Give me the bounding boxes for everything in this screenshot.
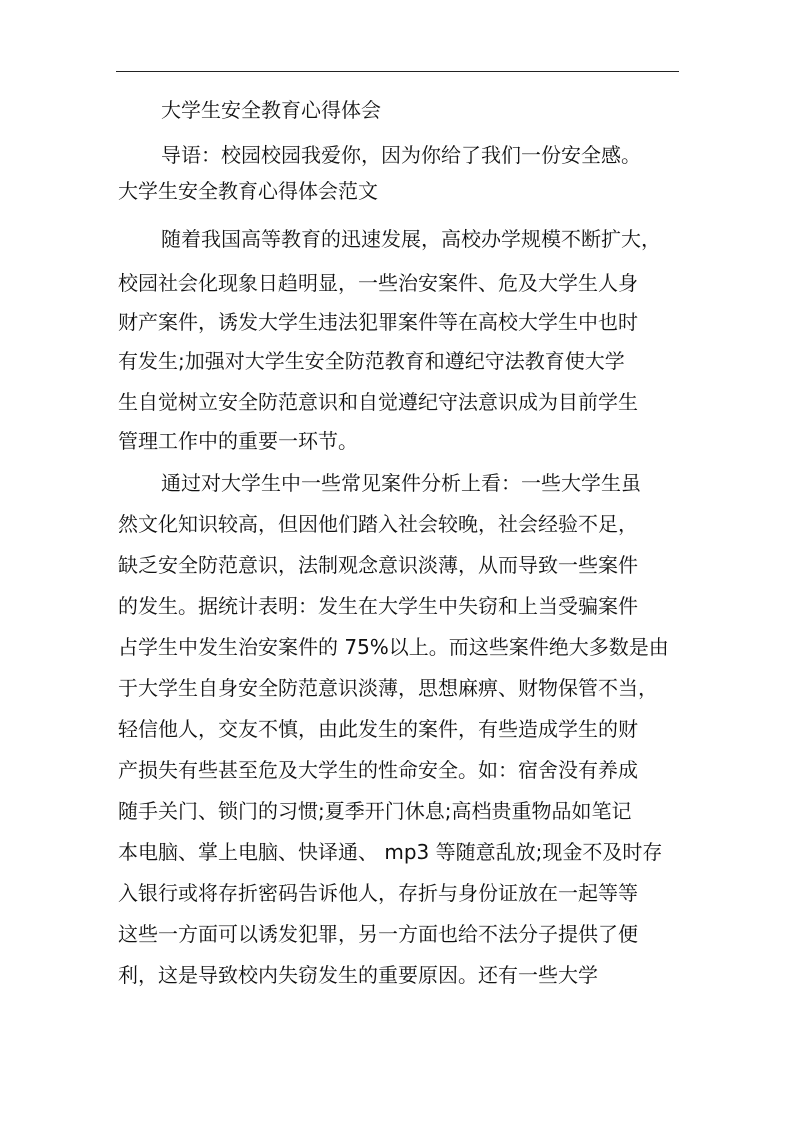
paragraph-2-line-11: 入银行或将存折密码告诉他人，存折与身份证放在一起等等 — [118, 881, 638, 905]
paragraph-2-line-12: 这些一方面可以诱发犯罪，另一方面也给不法分子提供了便 — [118, 922, 638, 946]
paragraph-2-line-9: 随手关门、锁门的习惯;夏季开门休息;高档贵重物品如笔记 — [118, 799, 632, 823]
paragraph-1-line-1: 随着我国高等教育的迅速发展，高校办学规模不断扩大， — [161, 227, 661, 251]
paragraph-1-line-6: 管理工作中的重要一环节。 — [118, 429, 358, 453]
paragraph-1-line-3: 财产案件，诱发大学生违法犯罪案件等在高校大学生中也时 — [118, 310, 638, 334]
paragraph-2-line-7: 轻信他人，交友不慎，由此发生的案件，有些造成学生的财 — [118, 717, 638, 741]
paragraph-2-line-10: 本电脑、掌上电脑、快译通、 mp3 等随意乱放;现金不及时存 — [118, 840, 663, 864]
paragraph-1-line-4: 有发生;加强对大学生安全防范教育和遵纪守法教育使大学 — [118, 349, 625, 373]
paragraph-2-line-5: 占学生中发生治安案件的 75%以上。而这些案件绝大多数是由 — [118, 635, 669, 659]
header-rule — [116, 71, 679, 72]
document-title: 大学生安全教育心得体会 — [161, 98, 381, 122]
paragraph-2-line-3: 缺乏安全防范意识，法制观念意识淡薄，从而导致一些案件 — [118, 553, 638, 577]
paragraph-1-line-2: 校园社会化现象日趋明显，一些治安案件、危及大学生人身 — [118, 271, 638, 295]
paragraph-1-line-5: 生自觉树立安全防范意识和自觉遵纪守法意识成为目前学生 — [118, 390, 638, 414]
paragraph-2-line-1: 通过对大学生中一些常见案件分析上看：一些大学生虽 — [161, 471, 641, 495]
paragraph-2-line-13: 利，这是导致校内失窃发生的重要原因。还有一些大学 — [118, 963, 598, 987]
paragraph-2-line-6: 于大学生自身安全防范意识淡薄，思想麻痹、财物保管不当， — [118, 676, 658, 700]
paragraph-2-line-4: 的发生。据统计表明：发生在大学生中失窃和上当受骗案件 — [118, 594, 638, 618]
paragraph-2-line-8: 产损失有些甚至危及大学生的性命安全。如：宿舍没有养成 — [118, 758, 638, 782]
paragraph-2-line-2: 然文化知识较高，但因他们踏入社会较晚，社会经验不足， — [118, 512, 638, 536]
intro-line: 导语：校园校园我爱你，因为你给了我们一份安全感。 — [161, 143, 641, 167]
document-subtitle: 大学生安全教育心得体会范文 — [118, 179, 378, 203]
